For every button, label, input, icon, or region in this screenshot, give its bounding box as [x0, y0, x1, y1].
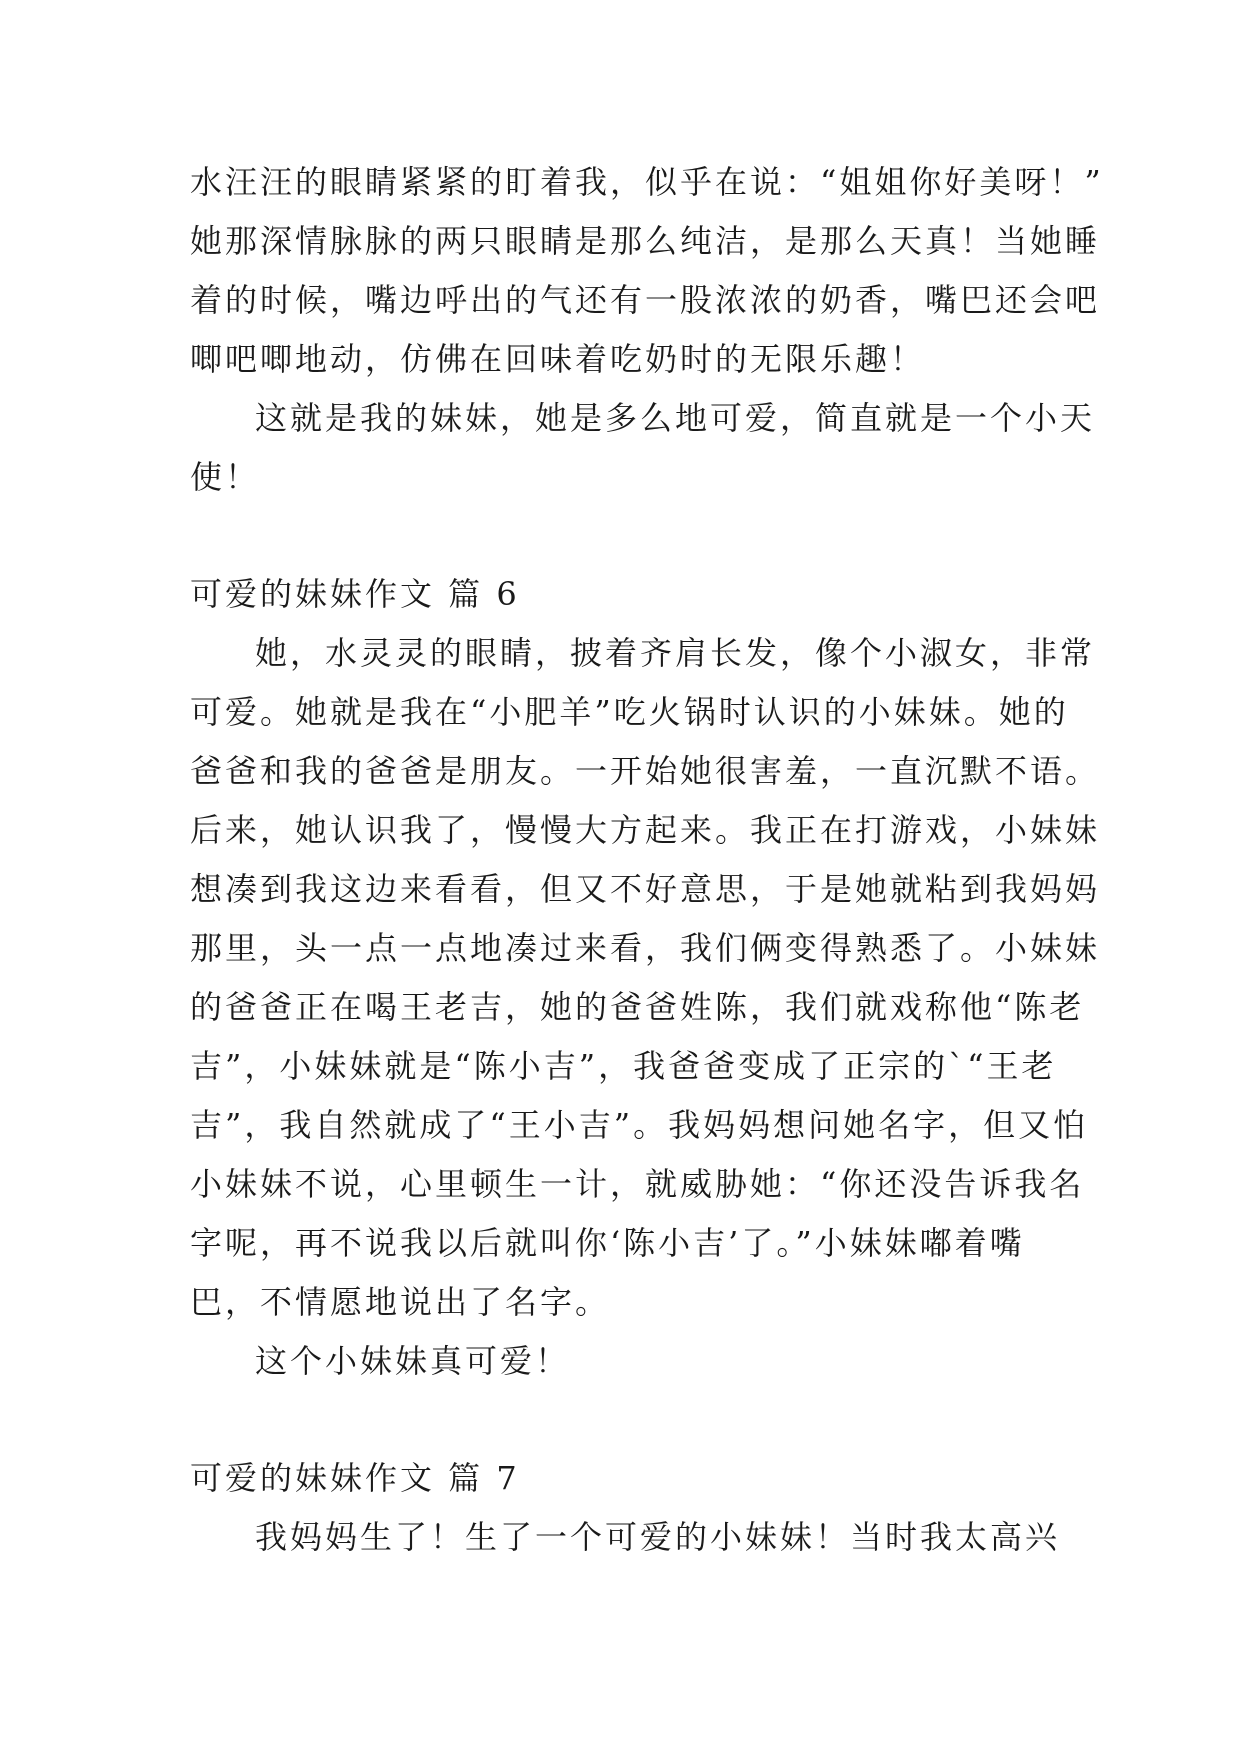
paragraph-line: 吉”，我自然就成了“王小吉”。我妈妈想问她名字，但又怕 — [190, 1106, 1089, 1144]
section-heading: 可爱的妹妹作文 篇 6 — [190, 575, 520, 613]
section-gap — [190, 1391, 1070, 1449]
paragraph-line: 使！ — [190, 458, 261, 496]
paragraph-line: 她，水灵灵的眼睛，披着齐肩长发，像个小淑女，非常 — [255, 634, 1096, 672]
paragraph-line: 水汪汪的眼睛紧紧的盯着我，似乎在说：“姐姐你好美呀！” — [190, 163, 1104, 201]
paragraph-line: 可爱。她就是我在“小肥羊”吃火锅时认识的小妹妹。她的 — [190, 693, 1069, 731]
section-gap — [190, 507, 1070, 565]
paragraph-line: 小妹妹不说，心里顿生一计，就威胁她：“你还没告诉我名 — [190, 1165, 1085, 1203]
paragraph-line: 爸爸和我的爸爸是朋友。一开始她很害羞，一直沉默不语。 — [190, 752, 1101, 790]
paragraph-line: 着的时候，嘴边呼出的气还有一股浓浓的奶香，嘴巴还会吧 — [190, 281, 1101, 319]
paragraph-line: 那里，头一点一点地凑过来看，我们俩变得熟悉了。小妹妹 — [190, 929, 1101, 967]
paragraph-line: 她那深情脉脉的两只眼睛是那么纯洁，是那么天真！当她睡 — [190, 222, 1101, 260]
section-heading: 可爱的妹妹作文 篇 7 — [190, 1459, 520, 1497]
paragraph-line: 吉”，小妹妹就是“陈小吉”，我爸爸变成了正宗的`“王老 — [190, 1047, 1057, 1085]
paragraph-line: 后来，她认识我了，慢慢大方起来。我正在打游戏，小妹妹 — [190, 811, 1101, 849]
paragraph-line: 字呢，再不说我以后就叫你‘陈小吉’了。”小妹妹嘟着嘴 — [190, 1224, 1025, 1262]
document-body — [190, 153, 1104, 1567]
paragraph-line: 这个小妹妹真可爱！ — [255, 1342, 571, 1380]
paragraph-line: 我妈妈生了！生了一个可爱的小妹妹！当时我太高兴 — [255, 1518, 1061, 1556]
paragraph-line: 的爸爸正在喝王老吉，她的爸爸姓陈，我们就戏称他“陈老 — [190, 988, 1085, 1026]
paragraph-line: 巴，不情愿地说出了名字。 — [190, 1283, 611, 1321]
paragraph-line: 这就是我的妹妹，她是多么地可爱，简直就是一个小天 — [255, 399, 1096, 437]
paragraph-line: 唧吧唧地动，仿佛在回味着吃奶时的无限乐趣！ — [190, 340, 926, 378]
paragraph-line: 想凑到我这边来看看，但又不好意思，于是她就粘到我妈妈 — [190, 870, 1101, 908]
